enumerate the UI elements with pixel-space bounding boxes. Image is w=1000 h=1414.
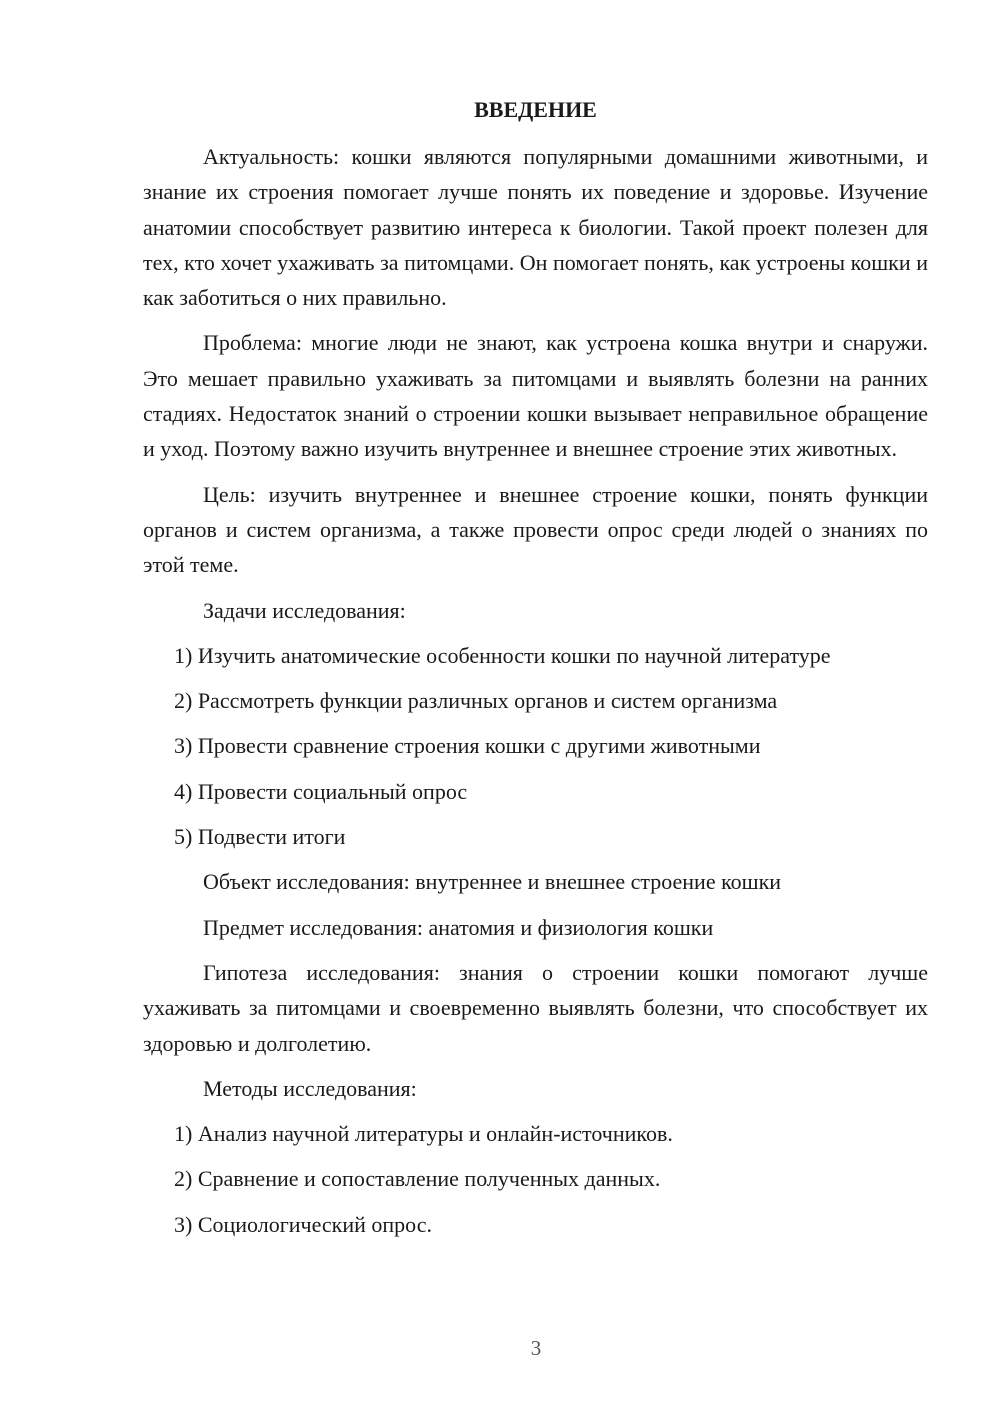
task-item: 2) Рассмотреть функции различных органов и систем организма [174, 688, 778, 714]
methods-heading: Методы исследования: [203, 1075, 417, 1101]
goal-paragraph: Цель: изучить внутреннее и внешнее строение кошки, понять функции органов и систем организма, а также провести опрос среди людей о знаниях по этой теме. [143, 481, 928, 578]
task-item: 1) Изучить анатомические особенности кошки по научной литературе [174, 642, 831, 668]
method-item: 2) Сравнение и сопоставление полученных данных. [174, 1166, 661, 1192]
tasks-heading: Задачи исследования: [203, 597, 406, 623]
page-number: 3 [530, 1336, 542, 1360]
hypothesis-paragraph: Гипотеза исследования: знания о строении кошки помогают лучше ухаживать за питомцами и своевременно выявлять болезни, что способствует их здоровью и долголетию. [143, 959, 928, 1056]
subject-paragraph: Предмет исследования: анатомия и физиология кошки [203, 914, 714, 940]
tasks-list [143, 638, 928, 854]
method-item: 3) Социологический опрос. [174, 1211, 432, 1237]
task-item: 4) Провести социальный опрос [174, 778, 468, 804]
page-content [143, 95, 928, 1252]
method-item: 1) Анализ научной литературы и онлайн-источников. [174, 1121, 673, 1147]
object-paragraph: Объект исследования: внутреннее и внешнее строение кошки [203, 869, 782, 895]
relevance-paragraph: Актуальность: кошки являются популярными домашними животными, и знание их строения помогает лучше понять их поведение и здоровье. Изучение анатомии способствует развитию интереса к биологии. Такой проект полезен для тех, кто хочет ухаживать за питомцами. Он помогает понять, как устроены кошки и как заботиться о них правильно. [143, 144, 928, 311]
task-item: 3) Провести сравнение строения кошки с другими животными [174, 733, 761, 759]
task-item: 5) Подвести итоги [174, 824, 346, 850]
problem-paragraph: Проблема: многие люди не знают, как устроена кошка внутри и снаружи. Это мешает правильно ухаживать за питомцами и выявлять болезни на ранних стадиях. Недостаток знаний о строении кошки вызывает неправильное обращение и уход. Поэтому важно изучить внутреннее и внешнее строение этих животных. [143, 330, 928, 462]
methods-list [143, 1116, 928, 1242]
section-title: ВВЕДЕНИЕ [474, 97, 597, 122]
